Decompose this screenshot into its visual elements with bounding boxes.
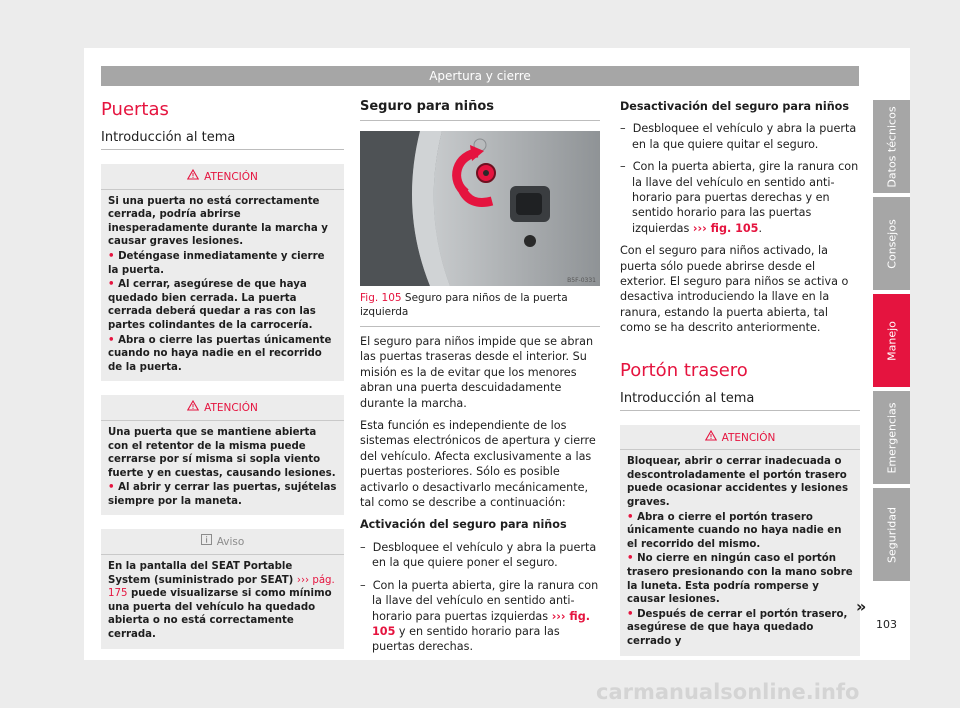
note-text: En la pantalla del SEAT Portable System (suministrado por SEAT) ››› pág. 175 puede visualizarse si como mínimo una puerta del vehículo ha quedado abierta o no está correctamente cerrada. bbox=[108, 561, 335, 641]
warning-bullet: • Abra o cierre el portón trasero únicamente cuando no haya nadie en el recorrido del mismo. bbox=[627, 511, 842, 550]
paragraph: El seguro para niños impide que se abran las puertas traseras desde el interior. Su misión es la de evitar que los menores abran una puerta descuidadamente durante la marcha. bbox=[360, 335, 594, 410]
bullet-icon: • bbox=[108, 250, 119, 262]
subheading-activation: Activación del seguro para niños bbox=[360, 518, 567, 532]
figure-reference-link[interactable]: ››› fig. 105 bbox=[372, 609, 590, 638]
note-label: Aviso bbox=[216, 536, 245, 549]
section-title-seguro: Seguro para niños bbox=[360, 99, 600, 121]
bullet-icon: • bbox=[627, 608, 638, 620]
watermark: carmanualsonline.info bbox=[596, 680, 860, 704]
warning-text: Una puerta que se mantiene abierta con el retentor de la misma puede cerrarse por sí misma si sopla viento fuerte y en cuestas, causando lesiones. bbox=[108, 426, 336, 479]
warning-label: ATENCIÓN bbox=[721, 431, 776, 444]
note-box bbox=[101, 529, 344, 648]
page-reference-link[interactable]: ››› pág. 175 bbox=[108, 574, 335, 600]
bullet-icon: • bbox=[108, 482, 119, 494]
bullet-icon: • bbox=[108, 279, 119, 291]
warning-bullet: • Después de cerrar el portón trasero, asegúrese de que haya quedado cerrado y bbox=[627, 608, 848, 647]
tab-seguridad[interactable]: Seguridad bbox=[873, 488, 910, 581]
tab-consejos[interactable]: Consejos bbox=[873, 197, 910, 290]
figure-caption: Fig. 105 Seguro para niños de la puerta izquierda bbox=[360, 291, 600, 327]
tab-manejo[interactable]: Manejo bbox=[873, 294, 910, 387]
warning-bullet: • Al cerrar, asegúrese de que haya quedado bien cerrada. La puerta cerrada deberá quedar a ras con las partes colindantes de la carrocería. bbox=[108, 279, 316, 331]
warning-text: Si una puerta no está correctamente cerrada, podría abrirse inesperadamente durante la marcha y causar graves lesiones. bbox=[108, 195, 328, 248]
warning-label: ATENCIÓN bbox=[204, 171, 258, 183]
section-title-porton: Portón trasero bbox=[620, 359, 748, 381]
warning-header bbox=[101, 164, 344, 190]
warning-bullet: • Al abrir y cerrar las puertas, sujételas siempre por la maneta. bbox=[108, 482, 337, 507]
step-item: – Desbloquee el vehículo y abra la puerta en la que quiere poner el seguro. bbox=[360, 540, 597, 570]
warning-bullet: • Abra o cierre las puertas únicamente cuando no haya nadie en el recorrido de la puerta. bbox=[108, 334, 332, 373]
door-lock-illustration bbox=[360, 131, 600, 286]
warning-label: ATENCIÓN bbox=[204, 402, 258, 415]
tab-datos-tecnicos[interactable]: Datos técnicos bbox=[873, 100, 910, 193]
figure-reference-link[interactable]: ››› fig. 105 bbox=[692, 221, 759, 235]
figure-code: B5F-0331 bbox=[567, 277, 596, 284]
bullet-icon: • bbox=[108, 334, 119, 346]
chapter-header: Apertura y cierre bbox=[101, 66, 859, 86]
tab-emergencias[interactable]: Emergencias bbox=[873, 391, 910, 484]
bullet-icon: • bbox=[627, 511, 638, 523]
continue-marker: » bbox=[856, 597, 867, 616]
warning-bullet: • Deténgase inmediatamente y cierre la puerta. bbox=[108, 250, 325, 276]
warning-text: Bloquear, abrir o cerrar inadecuada o descontroladamente el portón trasero puede ocasionar accidentes y lesiones graves. bbox=[627, 456, 849, 509]
warning-header bbox=[620, 425, 860, 451]
warning-triangle-icon bbox=[187, 169, 199, 185]
warning-triangle-icon bbox=[187, 400, 199, 416]
subsection-title: Introducción al tema bbox=[620, 391, 860, 411]
subsection-title: Introducción al tema bbox=[101, 130, 344, 150]
paragraph: Con el seguro para niños activado, la puerta sólo puede abrirse desde el exterior. El seguro para niños se activa o desactiva introduciendo la llave en la ranura, estando la puerta abierta, tal como se ha descrito anteriormente. bbox=[620, 244, 849, 335]
warning-box-2 bbox=[101, 395, 344, 515]
child-lock-figure bbox=[360, 131, 600, 286]
column-3 bbox=[620, 96, 860, 656]
step-item: – Con la puerta abierta, gire la ranura con la llave del vehículo en sentido anti-horario para puertas derechas y en sentido horario para las puertas izquierdas ››› fig. 105. bbox=[620, 160, 859, 235]
warning-bullet: • No cierre en ningún caso el portón trasero presionando con la mano sobre la luneta. Esta podría romperse y causar lesiones. bbox=[627, 553, 853, 606]
page-number: 103 bbox=[876, 618, 897, 631]
column-2 bbox=[360, 96, 600, 655]
info-icon bbox=[201, 534, 212, 550]
step-item: – Con la puerta abierta, gire la ranura con la llave del vehículo en sentido anti-horario para puertas izquierdas ››› fig. 105 y en sentido horario para las puertas derechas. bbox=[360, 578, 599, 654]
bullet-icon: • bbox=[627, 553, 638, 565]
section-title-puertas: Puertas bbox=[101, 99, 169, 120]
subheading-deactivation: Desactivación del seguro para niños bbox=[620, 100, 850, 113]
warning-triangle-icon bbox=[705, 430, 717, 446]
warning-box-1 bbox=[101, 164, 344, 381]
column-1 bbox=[101, 96, 344, 649]
step-item: – Desbloquee el vehículo y abra la puerta en la que quiere quitar el seguro. bbox=[620, 122, 857, 151]
warning-box-3 bbox=[620, 425, 860, 656]
note-header bbox=[101, 529, 344, 555]
paragraph: Esta función es independiente de los sistemas electrónicos de apertura y cierre del vehículo. Afecta exclusivamente a las puertas posteriores. Sólo es posible activarlo o desactivarlo mecánicamente, tal como se describe a continuación: bbox=[360, 419, 596, 510]
warning-header bbox=[101, 395, 344, 421]
